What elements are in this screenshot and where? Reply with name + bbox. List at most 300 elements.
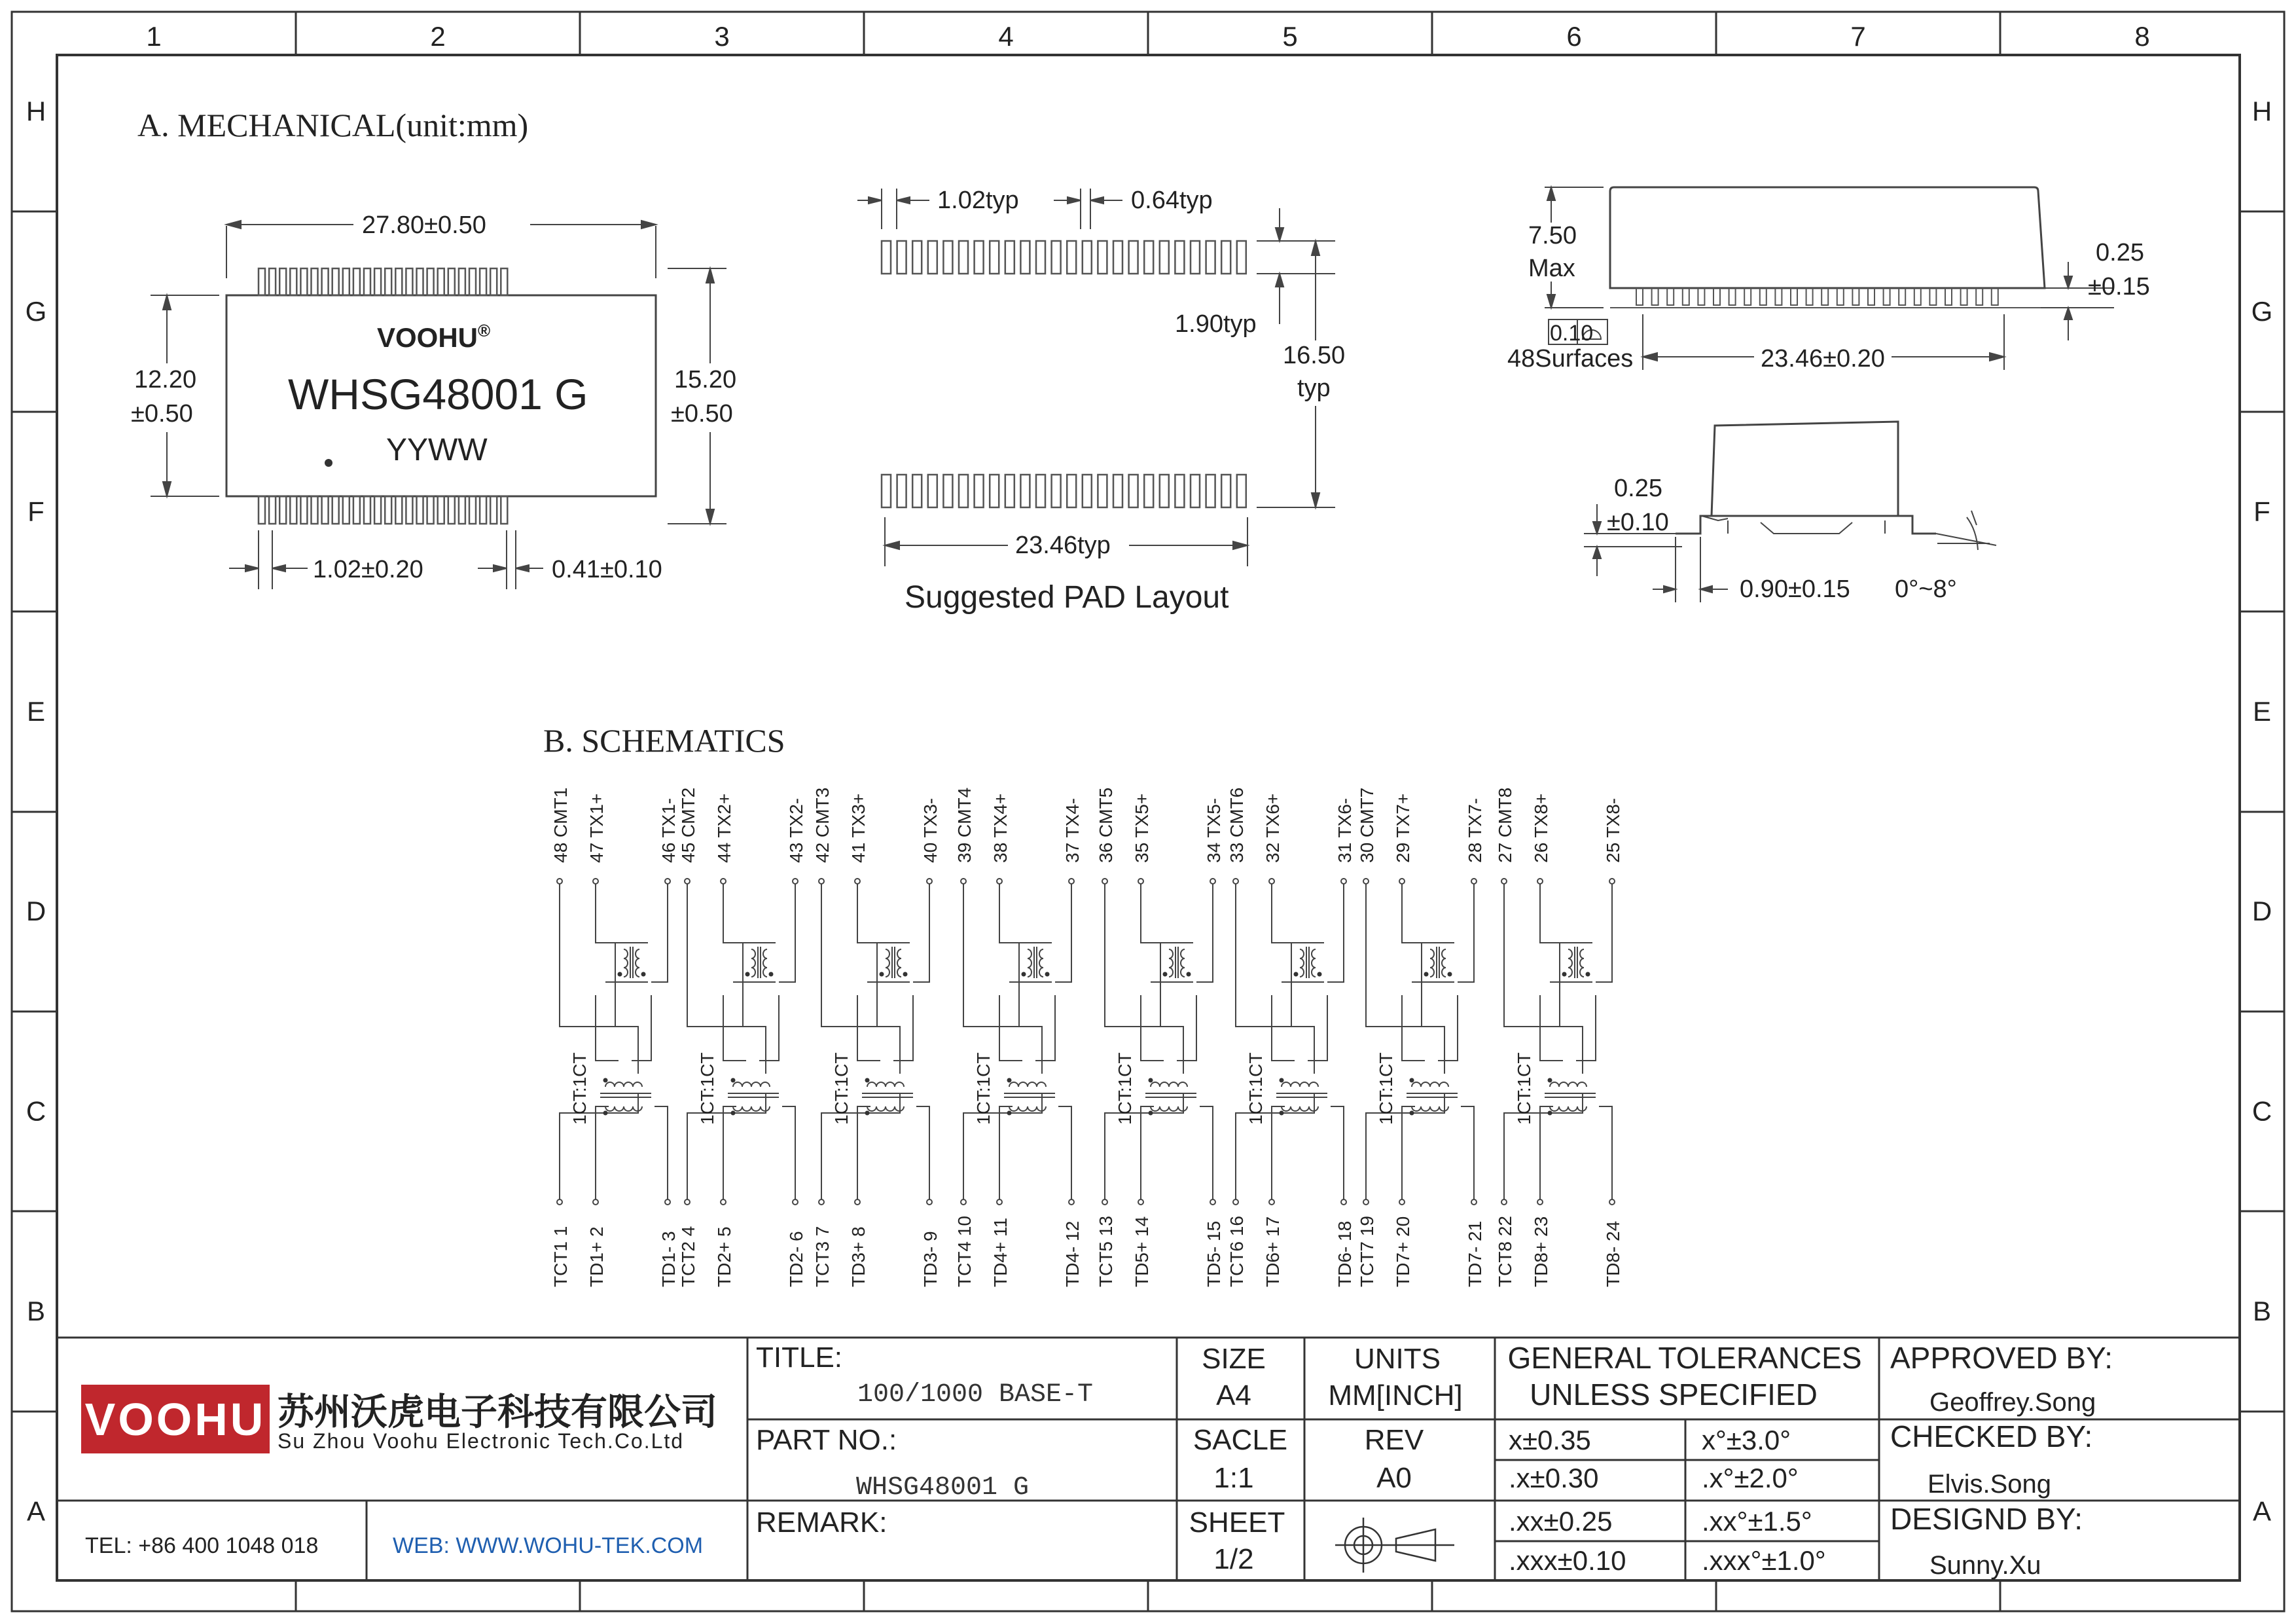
side-lead (1775, 288, 1782, 305)
dim-overall-height-2: ±0.50 (671, 400, 733, 428)
dot (1548, 1078, 1552, 1083)
lead (353, 268, 360, 295)
zone-row-label: F (2253, 496, 2270, 527)
coil (1028, 968, 1031, 977)
tolerance-angular: .xx°±1.5° (1702, 1506, 1812, 1537)
pad (1113, 475, 1122, 507)
pad (1020, 475, 1030, 507)
coil (1181, 949, 1185, 958)
dim-pitch: 1.02±0.20 (313, 556, 423, 583)
pad (990, 241, 999, 274)
side-lead (1837, 288, 1844, 305)
pin (1102, 879, 1107, 884)
pad (897, 241, 906, 274)
side-view (1507, 187, 2150, 373)
coil (1300, 968, 1304, 977)
winding (605, 1082, 615, 1087)
pin-label: 29 TX7+ (1393, 793, 1413, 863)
lead (269, 496, 276, 524)
projection-symbol (1335, 1518, 1454, 1573)
pin-label: TD6+ 17 (1263, 1216, 1283, 1287)
ratio-label: 1CT:1CT (1246, 1052, 1266, 1125)
coil (624, 968, 628, 977)
size-value: A4 (1216, 1379, 1251, 1412)
pin (1537, 879, 1543, 884)
winding (1550, 1106, 1559, 1111)
zone-row-label: C (26, 1095, 46, 1127)
winding (867, 1106, 876, 1111)
wire (1058, 1106, 1071, 1199)
coil (1568, 968, 1572, 977)
pad (1129, 241, 1138, 274)
pad (1036, 475, 1045, 507)
coil (1300, 958, 1304, 968)
wire (655, 1106, 668, 1199)
pad (1020, 241, 1030, 274)
pin-label: 26 TX8+ (1531, 793, 1551, 863)
top-leads-upper (259, 268, 507, 295)
winding (615, 1082, 624, 1087)
approved-by: Geoffrey.Song (1929, 1388, 2096, 1417)
dot (1562, 972, 1567, 977)
pin (1341, 1199, 1346, 1205)
dot (731, 1111, 736, 1116)
coil (636, 949, 639, 958)
dim-lead-width: 0.41±0.10 (552, 556, 662, 583)
coil (1039, 968, 1043, 977)
wire (857, 995, 913, 1061)
pin (1609, 879, 1615, 884)
ratio-label: 1CT:1CT (569, 1052, 590, 1125)
winding (1028, 1082, 1037, 1087)
coil (1169, 949, 1173, 958)
dim-foot-angle: 0°~8° (1895, 575, 1957, 603)
pin (685, 1199, 690, 1205)
coil (1430, 968, 1434, 977)
dot (1448, 972, 1452, 977)
dim-lead-thickness-1: 0.25 (1614, 475, 1662, 502)
schematic (550, 788, 1623, 1287)
lead (395, 268, 402, 295)
winding (1568, 1082, 1577, 1087)
top-leads-lower (259, 496, 507, 524)
dot (1424, 972, 1429, 977)
web-link[interactable]: WEB: WWW.WOHU-TEK.COM (393, 1533, 704, 1558)
wire (1402, 884, 1422, 1027)
wire (1458, 884, 1474, 982)
pin (793, 879, 798, 884)
wire (1402, 995, 1458, 1061)
part-value: WHSG48001 G (855, 1473, 1030, 1503)
pin (855, 879, 860, 884)
winding (1559, 1106, 1568, 1111)
pad (1083, 475, 1092, 507)
side-lead (1899, 288, 1905, 305)
coil (886, 949, 889, 958)
pin (819, 1199, 824, 1205)
zone-row-label: F (27, 496, 45, 527)
dim-height-1: 7.50 (1528, 222, 1577, 249)
winding (1028, 1106, 1037, 1111)
schematics-heading: B. SCHEMATICS (543, 722, 785, 759)
zone-row-label: D (26, 896, 46, 927)
pin-label: TD1- 3 (658, 1231, 679, 1287)
lead (312, 496, 318, 524)
pin-label: TD7- 21 (1465, 1220, 1485, 1287)
units-value: MM[INCH] (1328, 1379, 1463, 1412)
wire (1141, 995, 1196, 1061)
pin-label: TD6- 18 (1335, 1220, 1355, 1287)
ratio-label: 1CT:1CT (697, 1052, 717, 1125)
pin (1363, 879, 1369, 884)
pin (1069, 1199, 1074, 1205)
wire (596, 995, 651, 1061)
pad (1083, 241, 1092, 274)
side-lead (1806, 288, 1813, 305)
dot (641, 972, 646, 977)
coil (751, 949, 755, 958)
dot (865, 1078, 870, 1083)
pin-label: 36 CMT5 (1096, 787, 1116, 863)
zone-row-label: C (2251, 1095, 2272, 1127)
lead (385, 268, 391, 295)
coil (1181, 968, 1185, 977)
zone-row-label: G (2251, 296, 2273, 327)
wire (916, 1106, 929, 1199)
wire (1540, 884, 1560, 1027)
lead (501, 496, 507, 524)
zone-row-label: B (26, 1295, 46, 1326)
tolerance-linear: .xxx±0.10 (1509, 1545, 1626, 1576)
wire (560, 884, 638, 1074)
pad (975, 475, 984, 507)
winding (624, 1082, 633, 1087)
pin-label: TCT5 13 (1096, 1216, 1116, 1287)
coil (751, 968, 755, 977)
pin-label: 45 CMT2 (678, 787, 698, 863)
pin-label: 35 TX5+ (1132, 793, 1152, 863)
side-lead (1914, 288, 1921, 305)
pin-label: TD3+ 8 (848, 1226, 869, 1287)
winding (1439, 1082, 1448, 1087)
winding (1309, 1082, 1318, 1087)
winding (1151, 1082, 1160, 1087)
winding (751, 1082, 761, 1087)
wire (723, 884, 743, 1027)
pad (1098, 241, 1107, 274)
winding (1169, 1082, 1178, 1087)
lead (374, 496, 381, 524)
side-lead (1945, 288, 1952, 305)
wire (779, 884, 795, 982)
wire (596, 1106, 609, 1199)
pad-layout-caption: Suggested PAD Layout (905, 580, 1229, 615)
pad (1175, 475, 1184, 507)
pin (1471, 879, 1477, 884)
pin (997, 1199, 1002, 1205)
pin (1269, 879, 1274, 884)
wire (999, 995, 1055, 1061)
wire (1105, 884, 1183, 1074)
winding (1018, 1106, 1028, 1111)
coil (624, 949, 628, 958)
part-label: PART NO.: (756, 1424, 897, 1456)
ratio-label: 1CT:1CT (1514, 1052, 1534, 1125)
dot (1294, 972, 1299, 977)
pad (1160, 475, 1169, 507)
dot (903, 972, 908, 977)
dim-standoff-1: 0.25 (2096, 239, 2144, 266)
lead (353, 496, 360, 524)
ratio-label: 1CT:1CT (1115, 1052, 1135, 1125)
pin-label: TD2+ 5 (714, 1226, 734, 1287)
zone-col-label: 6 (1566, 21, 1582, 52)
pad (1067, 475, 1076, 507)
side-lead (1884, 288, 1890, 305)
coil (1442, 958, 1446, 968)
dot (731, 1078, 736, 1083)
zone-row-label: A (26, 1495, 46, 1527)
pin (1102, 1199, 1107, 1205)
coil (763, 958, 767, 968)
dot (1007, 1078, 1012, 1083)
coil (897, 949, 901, 958)
pin (1069, 879, 1074, 884)
coil (1312, 949, 1316, 958)
wire (857, 884, 877, 1027)
wire (857, 1106, 870, 1199)
pad (1113, 241, 1122, 274)
pin-label: 33 CMT6 (1227, 787, 1247, 863)
winding (1300, 1082, 1309, 1087)
ratio-label: 1CT:1CT (973, 1052, 994, 1125)
zone-col-label: 7 (1850, 21, 1866, 52)
units-label: UNITS (1354, 1343, 1441, 1375)
lead (490, 268, 497, 295)
wire (1596, 884, 1612, 982)
winding (1282, 1082, 1291, 1087)
winding (867, 1082, 876, 1087)
title-label: TITLE: (756, 1341, 843, 1374)
winding (605, 1106, 615, 1111)
wire (782, 1106, 795, 1199)
pin-label: TCT6 16 (1227, 1216, 1247, 1287)
pad (1175, 241, 1184, 274)
pad (1191, 475, 1200, 507)
coil (763, 968, 767, 977)
pad (882, 475, 891, 507)
pin-label: 46 TX1- (658, 797, 679, 863)
side-lead (1992, 288, 1998, 305)
coil (1442, 968, 1446, 977)
pin-label: TCT4 10 (954, 1216, 975, 1287)
remark-label: REMARK: (756, 1506, 888, 1539)
mechanical-heading: A. MECHANICAL(unit:mm) (137, 107, 529, 143)
lead (490, 496, 497, 524)
pin (1233, 1199, 1238, 1205)
wire (1236, 884, 1314, 1074)
pin-label: 32 TX6+ (1263, 793, 1283, 863)
wire (1055, 884, 1071, 982)
pin (855, 1199, 860, 1205)
pin-label: TCT1 1 (550, 1226, 571, 1287)
pin-label: TCT3 7 (812, 1226, 833, 1287)
dim-pad-width: 0.64typ (1131, 187, 1213, 214)
coil (1169, 968, 1173, 977)
lead (364, 268, 370, 295)
wire (723, 1106, 736, 1199)
dim-pad-overall: 23.46typ (1015, 532, 1111, 559)
title-value: 100/1000 BASE-T (857, 1380, 1094, 1410)
lead (406, 268, 412, 295)
wire (596, 884, 615, 1027)
coil (1580, 968, 1584, 977)
winding (1300, 1106, 1309, 1111)
pad (959, 475, 968, 507)
datecode-marking: YYWW (386, 433, 488, 467)
part-marking: WHSG48001 G (288, 370, 588, 418)
dot (1149, 1078, 1153, 1083)
winding (742, 1106, 751, 1111)
side-leads (1610, 288, 2045, 308)
dim-side-length: 23.46±0.20 (1761, 345, 1885, 373)
lead (259, 268, 265, 295)
pin-label: 37 TX4- (1062, 797, 1083, 863)
side-body (1610, 187, 2045, 288)
lead (332, 496, 339, 524)
winding (733, 1106, 742, 1111)
scale-label: SACLE (1193, 1424, 1288, 1456)
dot (1187, 972, 1191, 977)
lead (259, 496, 265, 524)
side-lead (1744, 288, 1751, 305)
wire (1504, 884, 1583, 1074)
wire (1272, 884, 1291, 1027)
winding (751, 1106, 761, 1111)
winding (1568, 1106, 1577, 1111)
pin (1138, 879, 1143, 884)
winding (1009, 1082, 1018, 1087)
designed-by: Sunny.Xu (1929, 1551, 2041, 1580)
zone-col-label: 4 (998, 21, 1014, 52)
winding (1037, 1082, 1046, 1087)
pin-label: TCT8 22 (1495, 1216, 1515, 1287)
pin (1537, 1199, 1543, 1205)
wire (1272, 995, 1327, 1061)
checked-label: CHECKED BY: (1890, 1419, 2093, 1453)
lead (322, 268, 329, 295)
lead (374, 268, 381, 295)
pin (557, 1199, 562, 1205)
lead (448, 268, 455, 295)
lead (300, 268, 307, 295)
lead (385, 496, 391, 524)
coil (1580, 958, 1584, 968)
pad (1144, 475, 1153, 507)
pin (1399, 879, 1405, 884)
wire (1366, 884, 1444, 1074)
side-lead (1652, 288, 1659, 305)
winding (615, 1106, 624, 1111)
winding (1018, 1082, 1028, 1087)
dim-overall-height-1: 15.20 (674, 366, 737, 393)
tolerance-linear: x±0.35 (1509, 1425, 1591, 1455)
rev-label: REV (1364, 1424, 1424, 1456)
wire (999, 884, 1019, 1027)
winding (1009, 1106, 1018, 1111)
dot (603, 1111, 608, 1116)
pin-label: TD5- 15 (1204, 1220, 1224, 1287)
pads-upper (882, 241, 1246, 274)
side-lead (1791, 288, 1797, 305)
wire (1540, 995, 1596, 1061)
pin (793, 1199, 798, 1205)
lead (480, 268, 486, 295)
pad (912, 475, 922, 507)
tolerances-heading-2: UNLESS SPECIFIED (1530, 1377, 1818, 1412)
wire (999, 1106, 1013, 1199)
dot (1280, 1111, 1284, 1116)
pad (1036, 241, 1045, 274)
pin (665, 1199, 670, 1205)
pin-label: TD2- 6 (786, 1231, 806, 1287)
dot (618, 972, 622, 977)
wire (913, 884, 929, 982)
lead (343, 268, 350, 295)
pin-label: 30 CMT7 (1357, 787, 1377, 863)
winding (624, 1106, 633, 1111)
winding (1550, 1082, 1559, 1087)
wire (687, 884, 766, 1074)
dim-foot-length: 0.90±0.15 (1740, 575, 1850, 603)
pin (1501, 879, 1507, 884)
lead (438, 268, 444, 295)
winding (1421, 1082, 1430, 1087)
zone-row-label: E (26, 695, 46, 727)
designed-label: DESIGND BY: (1890, 1502, 2083, 1536)
zone-col-label: 1 (146, 21, 162, 52)
dot (1318, 972, 1322, 977)
winding (895, 1082, 904, 1087)
end-body (1712, 422, 1898, 516)
coil (1039, 949, 1043, 958)
lead (427, 268, 434, 295)
winding (1577, 1082, 1587, 1087)
pad (912, 241, 922, 274)
tolerances-heading-1: GENERAL TOLERANCES (1507, 1341, 1862, 1375)
coil (751, 958, 755, 968)
schematic-channel (819, 879, 932, 1205)
coil (763, 949, 767, 958)
pad (897, 475, 906, 507)
side-lead (1852, 288, 1859, 305)
pad (1067, 241, 1076, 274)
dot (745, 972, 750, 977)
title-block (57, 1338, 2240, 1580)
lead (332, 268, 339, 295)
lead (290, 268, 296, 295)
pin-label: TD4+ 11 (990, 1217, 1011, 1287)
pin-label: 38 TX4+ (990, 793, 1011, 863)
tolerance-linear: .xx±0.25 (1509, 1506, 1613, 1537)
dim-lead-thickness-2: ±0.10 (1607, 509, 1669, 536)
wire (1141, 1106, 1154, 1199)
company-name-cn: 苏州沃虎电子科技有限公司 (278, 1391, 717, 1432)
pad (1237, 475, 1246, 507)
winding (1559, 1082, 1568, 1087)
approved-label: APPROVED BY: (1890, 1341, 2113, 1375)
wire (1599, 1106, 1612, 1199)
